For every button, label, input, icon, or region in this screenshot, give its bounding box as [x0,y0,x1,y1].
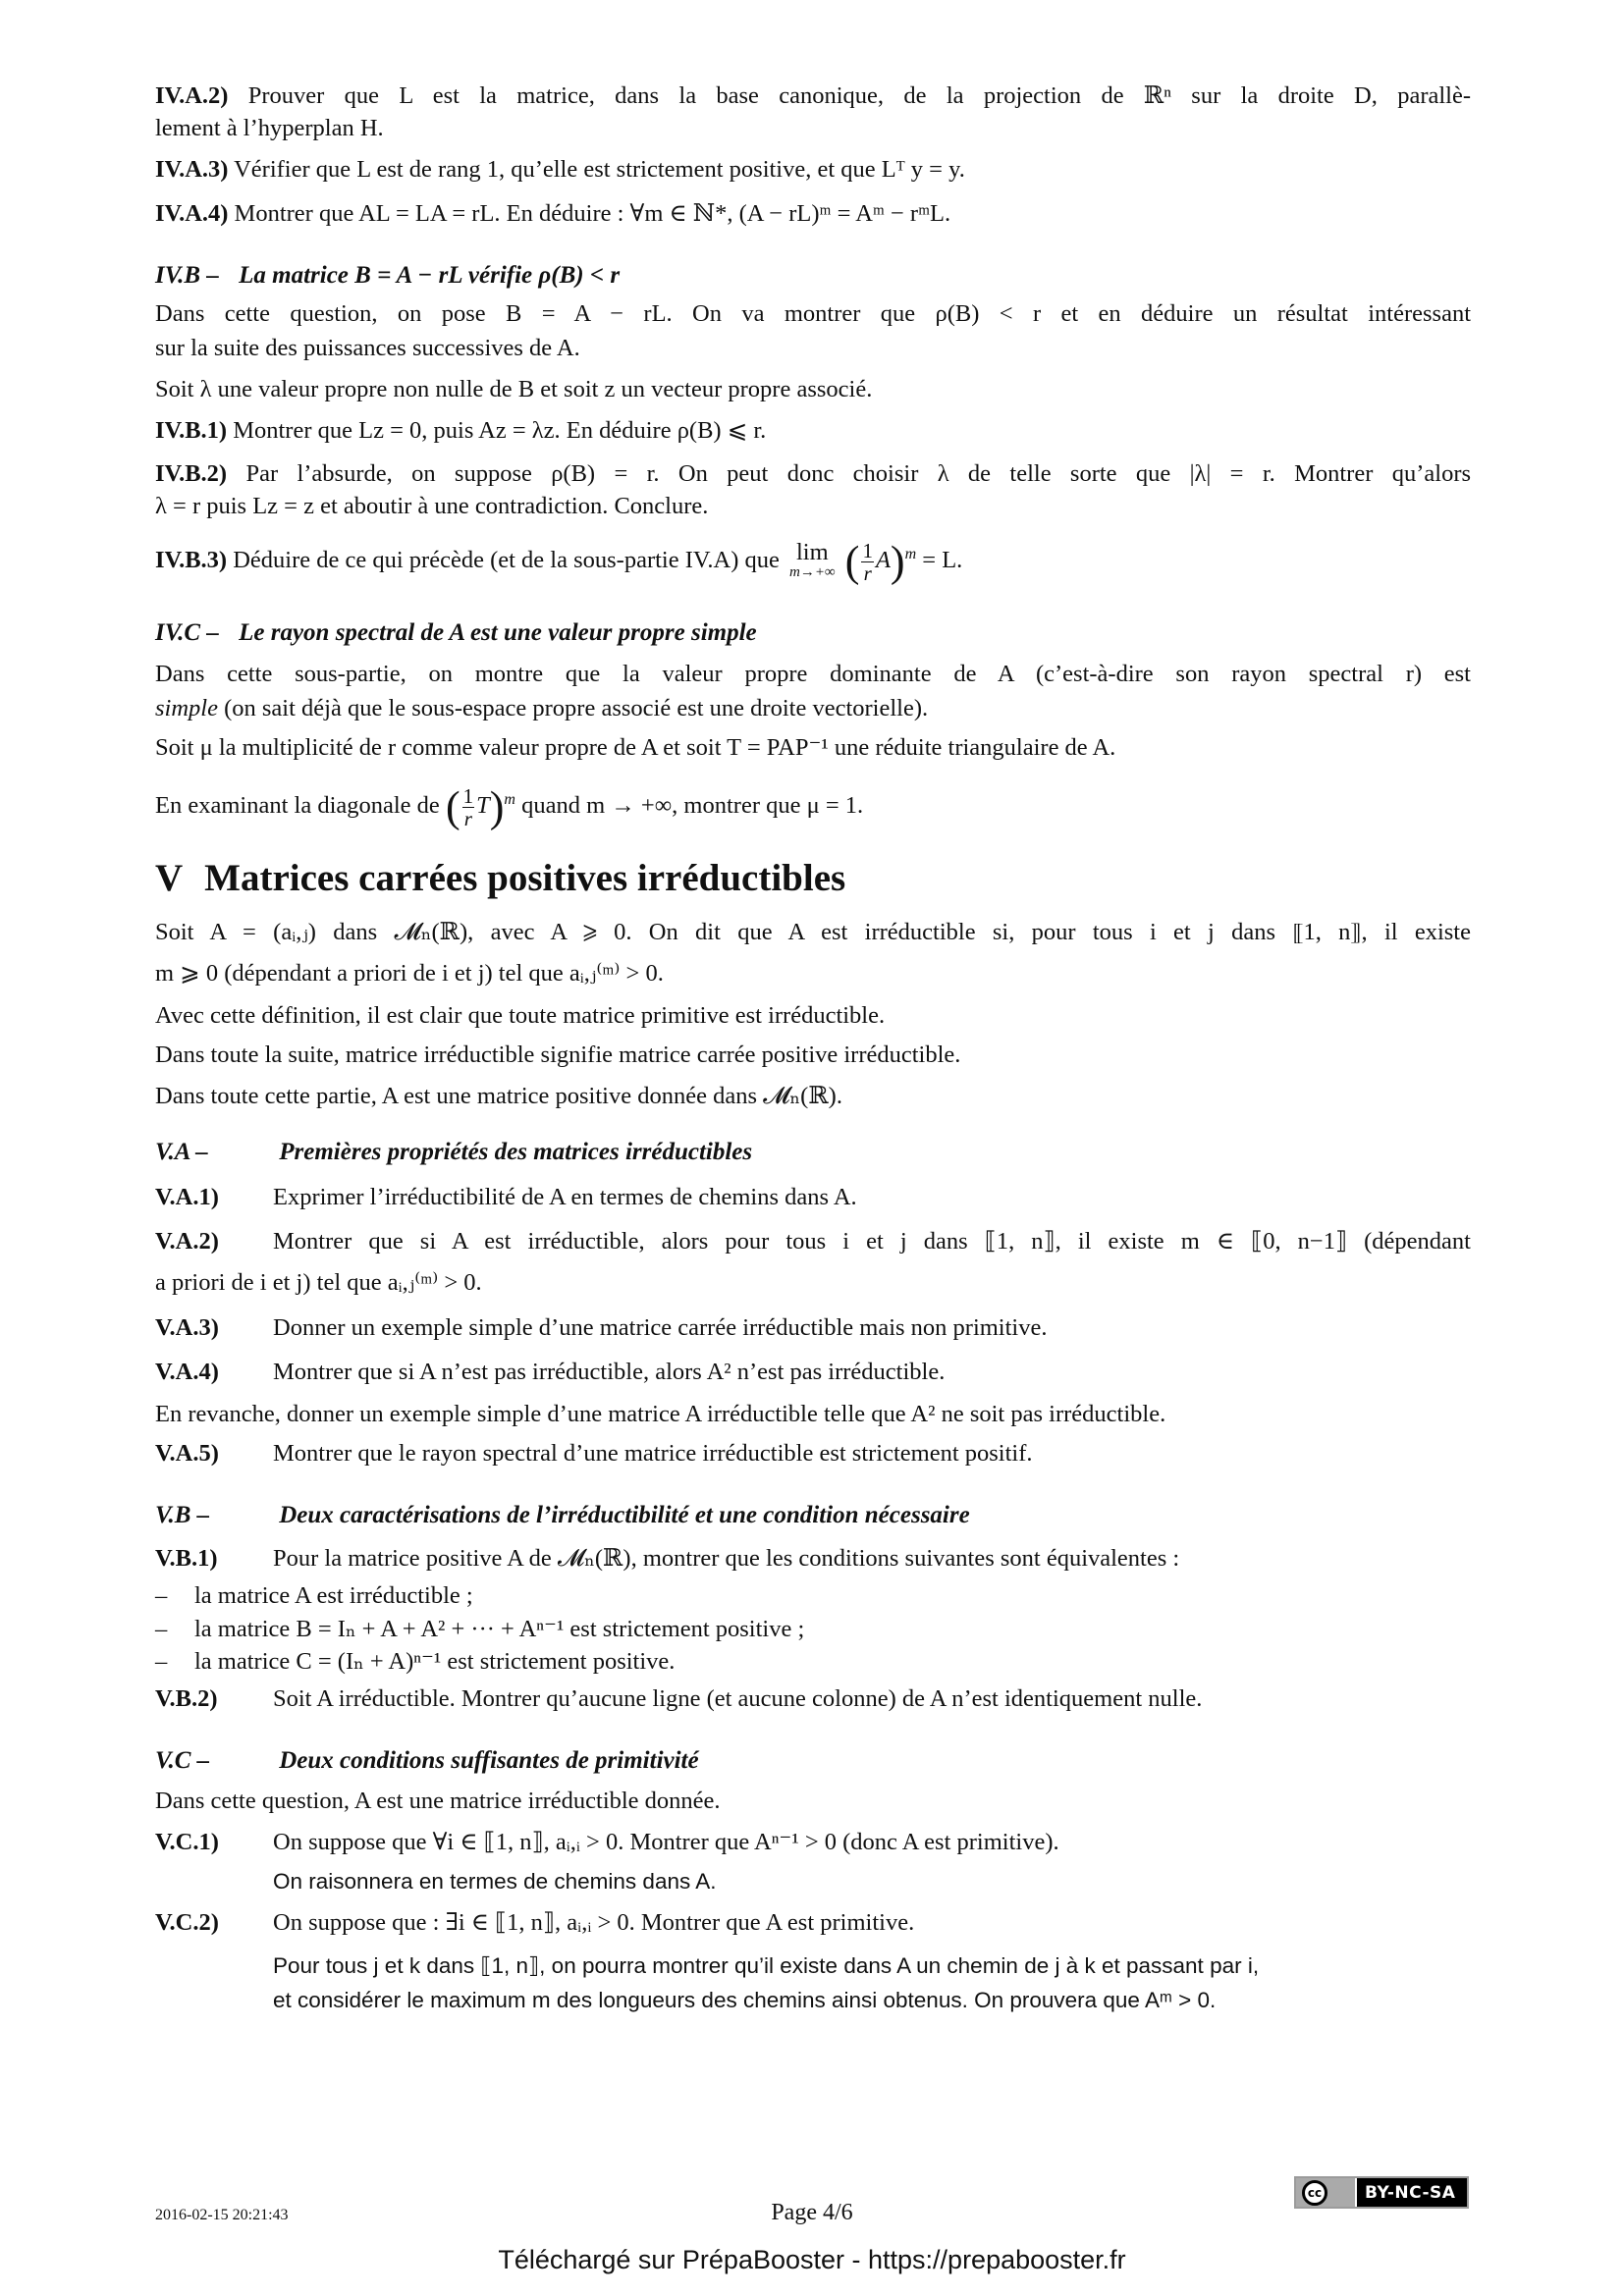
question-v-b-1 [155,1542,1179,1575]
subsection-code: V.C – [155,1747,210,1774]
question-label: V.C.1) [155,1829,219,1855]
condition-text: la matrice A est irréductible ; [194,1582,473,1609]
question-label: V.C.2) [155,1909,219,1936]
subsection-heading-v-a [155,1136,752,1169]
question-iv-b-2-line2: λ = r puis Lz = z et aboutir à une contradiction. Conclure. [155,493,709,519]
section-number: V [155,857,184,899]
question-text: Montrer que le rayon spectral d’une matrice irréductible est strictement positif. [273,1440,1033,1467]
question-text: Montrer que AL = LA = rL. En déduire : ∀m ∈ ℕ*, (A − rL)ᵐ = Aᵐ − rᵐL. [234,200,951,227]
subsection-code: V.B – [155,1502,210,1528]
question-text: Par l’absurde, on suppose ρ(B) = r. On peut donc choisir λ de telle sorte que |λ| = r. Montrer qu’alors [245,460,1472,487]
fraction-1-over-r: $\frac{1}{r}$ [462,784,474,830]
subsection-heading-iv-c [155,616,757,650]
question-v-a-1 [155,1181,857,1214]
limit-expression [789,538,836,582]
question-text: Pour la matrice positive A de 𝓜ₙ(ℝ), montrer que les conditions suivantes sont équivalentes : [273,1545,1180,1572]
text: (on sait déjà que le sous-espace propre associé est une droite vectorielle). [217,695,929,721]
question-v-c-2-hint-line2: et considérer le maximum m des longueurs des chemins ainsi obtenus. On prouvera que Aᵐ > 0. [273,1988,1217,2012]
cc-icon: cc [1302,2180,1327,2206]
subsection-heading-v-c [155,1744,699,1778]
question-text: Déduire de ce qui précède (et de la sous-partie IV.A) que [233,547,780,574]
condition-list-item [155,1613,804,1646]
subsection-title: Le rayon spectral de A est une valeur propre simple [239,619,757,646]
question-text: On suppose que : ∃i ∈ ⟦1, n⟧, aᵢ,ᵢ > 0. Montrer que A est primitive. [273,1909,915,1936]
question-label: V.B.1) [155,1545,218,1572]
lim-operator: lim [796,538,829,565]
lim-subscript: m→+∞ [789,563,836,580]
question-label: IV.B.2) [155,460,228,487]
paragraph-v-intro-line1: Soit A = (aᵢ,ⱼ) dans 𝓜ₙ(ℝ), avec A ⩾ 0. On dit que A est irréductible si, pour tous i et j dans ⟦1, n⟧, il existe [155,919,1471,945]
subsection-title: Deux conditions suffisantes de primitivité [279,1747,699,1774]
question-text: On suppose que ∀i ∈ ⟦1, n⟧, aᵢ,ᵢ > 0. Montrer que Aⁿ⁻¹ > 0 (donc A est primitive). [273,1829,1059,1855]
question-iv-c: En examinant la diagonale de ( $\frac{1}{r}$ T)$^m$ quand m → +∞, montrer que μ = 1. [155,782,864,831]
question-text: Montrer que si A n’est pas irréductible, alors A² n’est pas irréductible. [273,1359,946,1385]
paragraph-iv-c-intro2: Soit μ la multiplicité de r comme valeur propre de A et soit T = PAP⁻¹ une réduite triangulaire de A. [155,734,1116,761]
question-iv-a-4 [155,197,950,231]
question-iv-a-3 [155,153,965,187]
question-text: Donner un exemple simple d’une matrice carrée irréductible mais non primitive. [273,1314,1048,1341]
question-v-a-4 [155,1356,945,1389]
paragraph-v-c-intro: Dans cette question, A est une matrice irréductible donnée. [155,1788,721,1814]
condition-list-item [155,1645,675,1679]
question-text-after: quand m → +∞, montrer que μ = 1. [521,792,864,820]
question-iv-b-2-line1 [155,457,1471,491]
question-label: V.B.2) [155,1685,218,1712]
question-text: En examinant la diagonale de [155,792,440,820]
subsection-title: Premières propriétés des matrices irréductibles [279,1139,753,1165]
cc-icon-wrap [1296,2178,1357,2207]
question-label: IV.A.2) [155,82,229,109]
paragraph-iv-c-intro-line2 [155,692,928,725]
condition-text: la matrice C = (Iₙ + A)ⁿ⁻¹ est strictement positive. [194,1648,676,1675]
question-label: V.A.5) [155,1440,219,1467]
question-v-c-1-hint: On raisonnera en termes de chemins dans A. [273,1869,717,1894]
question-text: Soit A irréductible. Montrer qu’aucune ligne (et aucune colonne) de A n’est identiquement nulle. [273,1685,1203,1712]
section-heading-v [155,856,845,900]
fraction-1-over-r: $\frac{1}{r}$ [862,539,873,585]
question-label: IV.A.4) [155,200,229,227]
dash-bullet: – [155,1616,168,1642]
paragraph-v-intro-line3: Avec cette définition, il est clair que toute matrice primitive est irréductible. [155,1002,886,1029]
question-text: Montrer que si A est irréductible, alors pour tous i et j dans ⟦1, n⟧, il existe m ∈ ⟦0, n−1⟧ (dépendant [273,1228,1471,1255]
paragraph-v-intro-line5: Dans toute cette partie, A est une matrice positive donnée dans 𝓜ₙ(ℝ). [155,1083,842,1109]
paragraph-iv-c-intro-line1: Dans cette sous-partie, on montre que la valeur propre dominante de A (c’est-à-dire son rayon spectral r) est [155,661,1471,687]
condition-list-item [155,1579,473,1613]
left-paren: ( [445,782,460,831]
question-v-c-2 [155,1906,914,1940]
condition-text: la matrice B = Iₙ + A + A² + ··· + Aⁿ⁻¹ est strictement positive ; [194,1616,805,1642]
question-iv-a-2-line1 [155,80,1471,113]
dash-bullet: – [155,1648,168,1675]
download-note[interactable]: Téléchargé sur PrépaBooster - https://prepabooster.fr [498,2245,1126,2274]
question-text: Montrer que Lz = 0, puis Az = λz. En déduire ρ(B) ⩽ r. [233,417,767,444]
subsection-code: IV.C – [155,619,219,646]
question-label: V.A.2) [155,1228,219,1255]
question-v-b-2 [155,1682,1202,1716]
question-label: V.A.4) [155,1359,219,1385]
question-iv-b-1 [155,414,766,448]
question-text: Vérifier que L est de rang 1, qu’elle est strictement positive, et que Lᵀ y = y. [234,156,965,183]
paragraph-iv-b-intro2: Soit λ une valeur propre non nulle de B et soit z un vecteur propre associé. [155,376,873,402]
question-v-a-4-followup: En revanche, donner un exemple simple d’une matrice A irréductible telle que A² ne soit pas irréductible. [155,1401,1166,1427]
emphasis: simple [155,695,218,721]
question-v-a-3 [155,1311,1047,1345]
subsection-title: Deux caractérisations de l’irréductibilité et une condition nécessaire [279,1502,970,1528]
section-title: Matrices carrées positives irréductibles [204,857,846,899]
question-iv-a-2-line2: lement à l’hyperplan H. [155,115,384,141]
paragraph-iv-b-intro-line2: sur la suite des puissances successives de A. [155,335,580,361]
question-label: IV.B.1) [155,417,228,444]
footer-timestamp: 2016-02-15 20:21:43 [155,2207,289,2223]
question-label: IV.A.3) [155,156,229,183]
left-paren: ( [844,537,860,586]
question-label: IV.B.3) [155,547,228,574]
right-paren: ) [890,537,905,586]
dash-bullet: – [155,1582,168,1609]
question-v-a-5 [155,1437,1033,1470]
subsection-heading-v-b [155,1499,970,1532]
subsection-code: IV.B – [155,262,219,289]
license-badge[interactable] [1294,2176,1469,2209]
subsection-title: La matrice B = A − rL vérifie ρ(B) < r [239,262,621,289]
question-text: Exprimer l’irréductibilité de A en termes de chemins dans A. [273,1184,857,1210]
question-v-a-2-line1 [155,1225,1471,1258]
page-number: Page 4/6 [771,2200,853,2225]
paragraph-v-intro-line2: m ⩾ 0 (dépendant a priori de i et j) tel que aᵢ,ⱼ⁽ᵐ⁾ > 0. [155,960,664,987]
question-v-c-2-hint-line1: Pour tous j et k dans ⟦1, n⟧, on pourra montrer qu’il existe dans A un chemin de j à k et passant par i, [273,1953,1260,1978]
question-v-c-1 [155,1826,1059,1859]
subsection-code: V.A – [155,1139,208,1165]
question-label: V.A.1) [155,1184,219,1210]
subsection-heading-iv-b [155,259,620,293]
question-v-a-2-line2: a priori de i et j) tel que aᵢ,ⱼ⁽ᵐ⁾ > 0. [155,1269,482,1296]
question-text: Prouver que L est la matrice, dans la base canonique, de la projection de ℝⁿ sur la droite D, parallè- [247,82,1471,109]
question-label: V.A.3) [155,1314,219,1341]
paragraph-v-intro-line4: Dans toute la suite, matrice irréductible signifie matrice carrée positive irréductible. [155,1041,961,1068]
paragraph-iv-b-intro-line1: Dans cette question, on pose B = A − rL. On va montrer que ρ(B) < r et en déduire un résultat intéressant [155,300,1471,327]
question-text-after: = L. [922,547,963,574]
question-iv-b-3: IV.B.3) Déduire de ce qui précède (et de la sous-partie IV.A) que lim m→+∞ ( $\frac{1}{r}$ A)$^m$ = L. [155,537,963,586]
right-paren: ) [489,782,505,831]
license-text: BY-NC-SA [1365,2182,1456,2203]
